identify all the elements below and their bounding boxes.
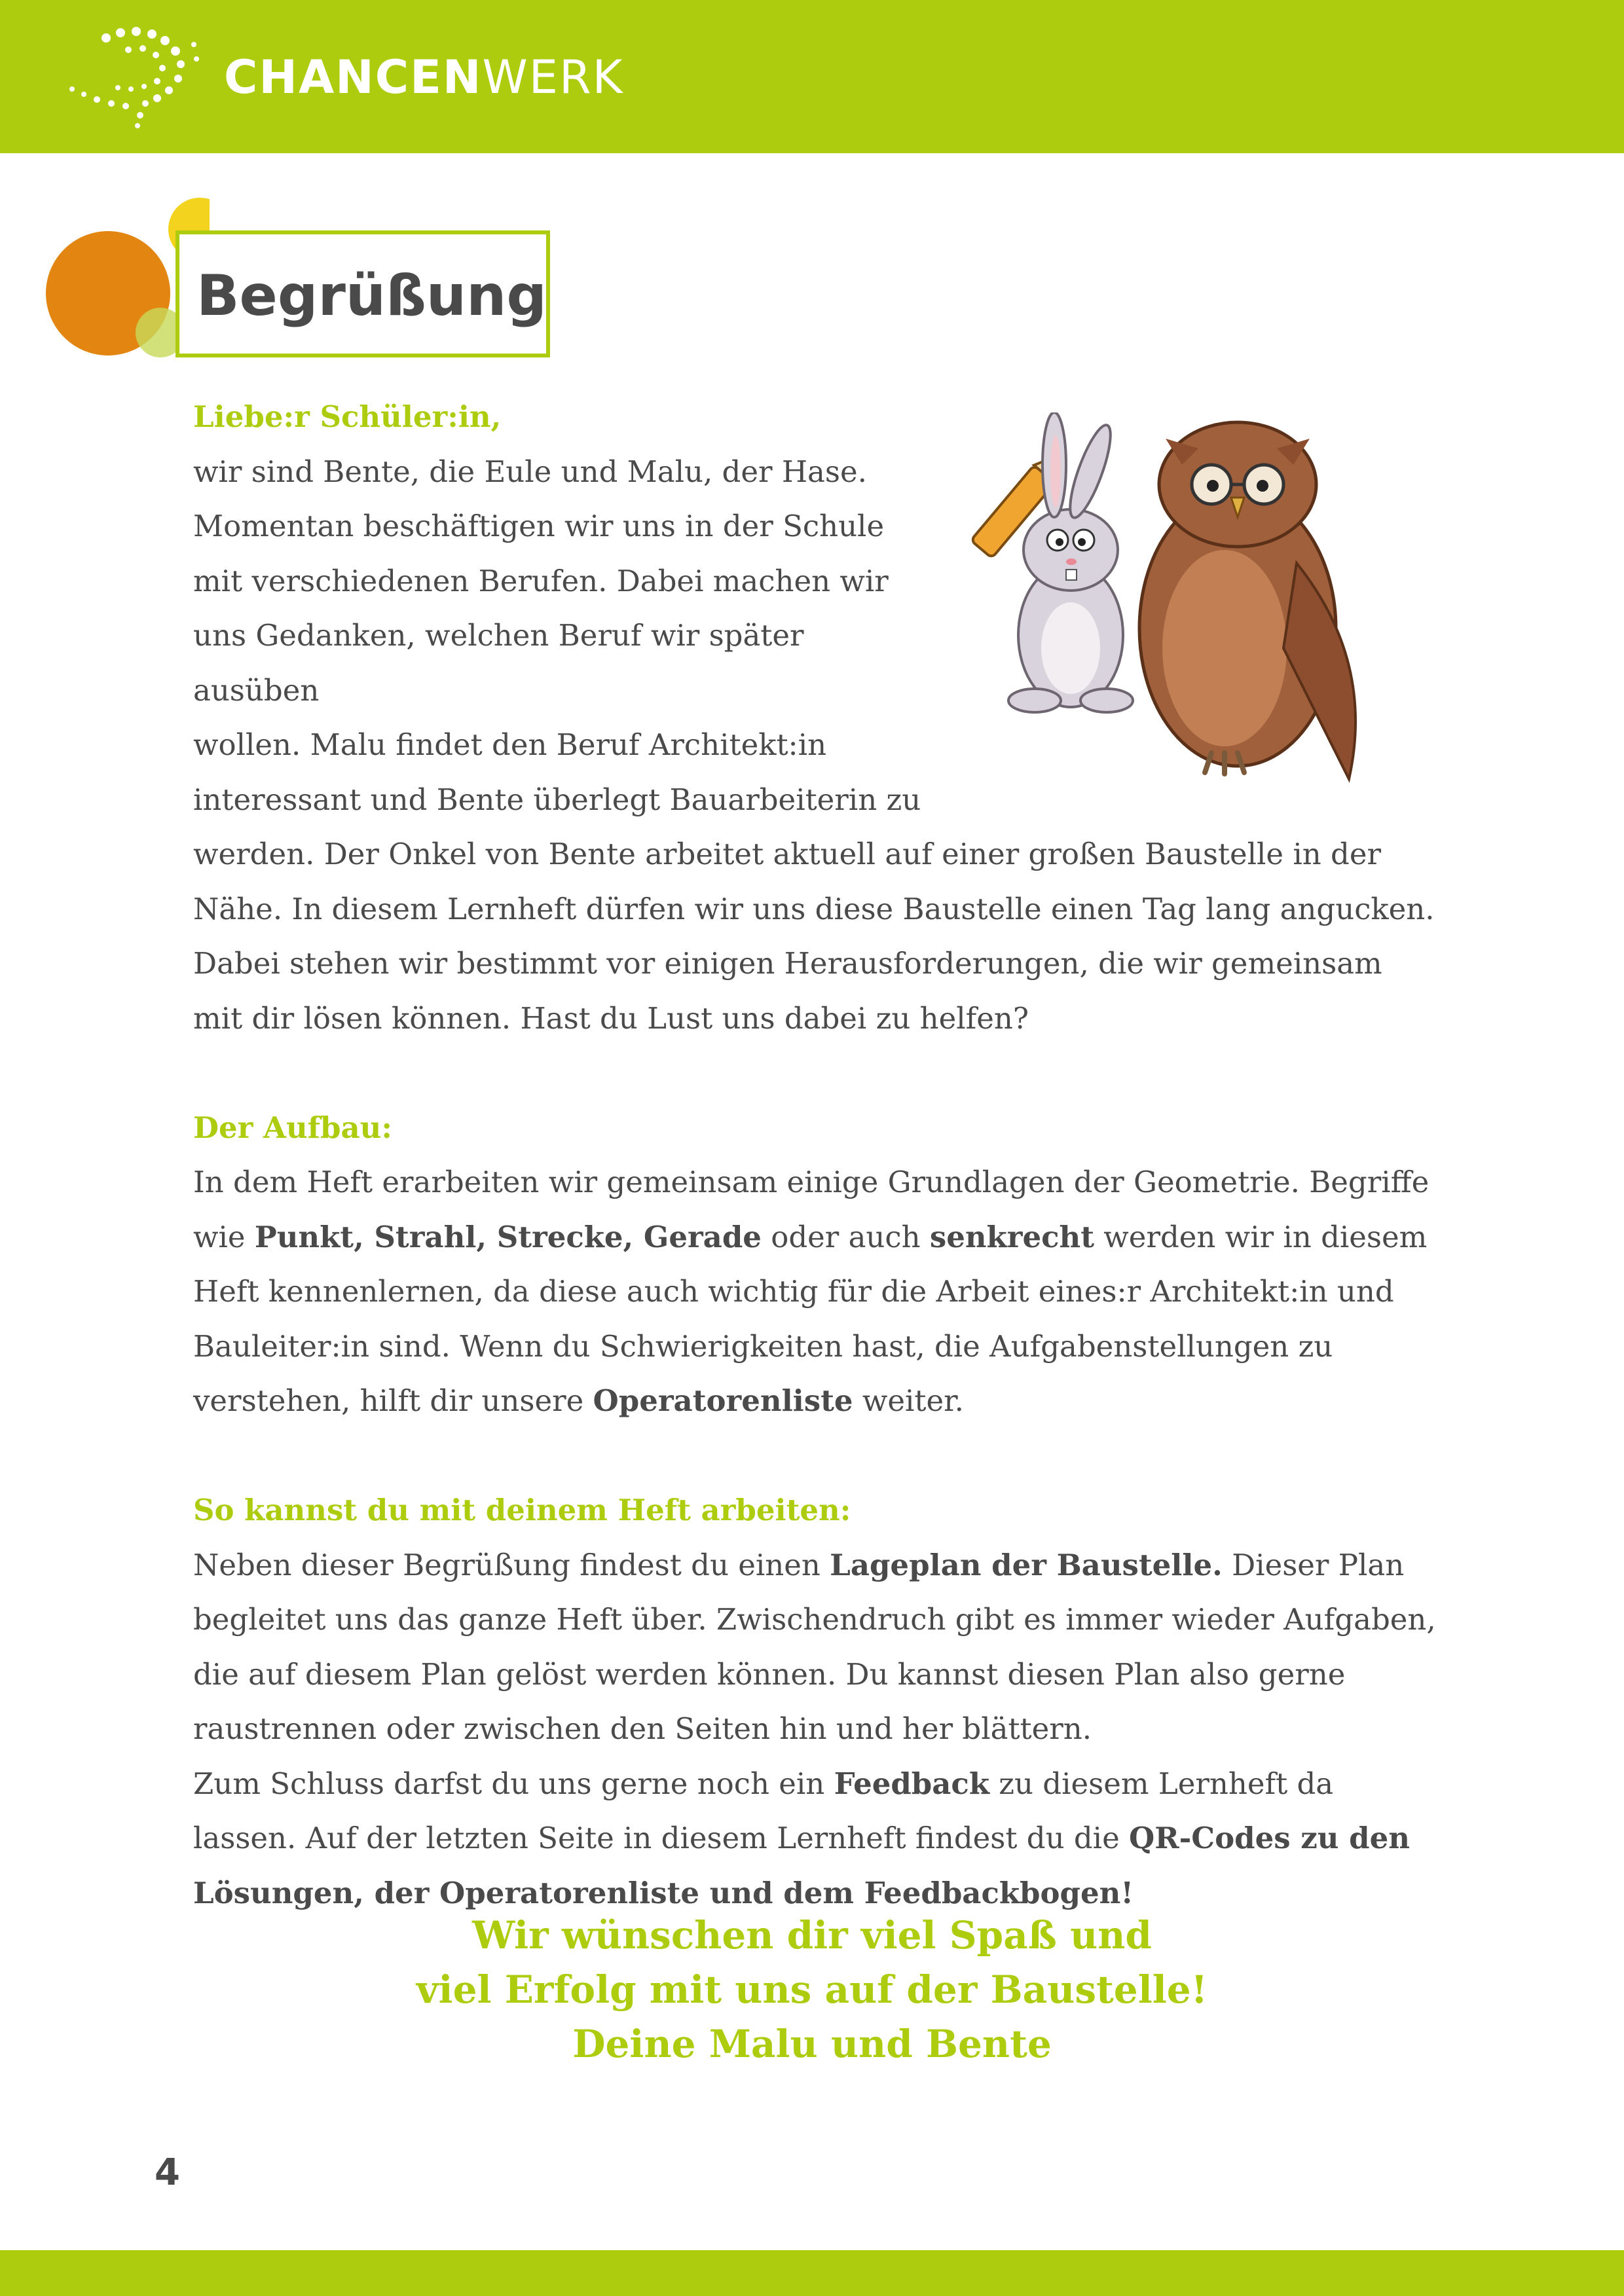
title-box	[175, 230, 550, 357]
aufbau-text-3: werden wir in diesem Heft kennenlernen, da diese auch wichtig für die Arbeit eines:r Architekt:in und Bauleiter:in sind. Wenn du Schwierigkeiten hast, die Aufgabenstellungen zu verstehen, hilft dir unsere	[193, 1219, 1428, 1418]
closing-line-1: Wir wünschen dir viel Spaß und	[472, 1913, 1152, 1958]
main-content	[193, 390, 1437, 1920]
intro-line-2: Momentan beschäftigen wir uns in der Schule	[193, 509, 885, 543]
arbeiten-bold-qr-codes: QR-Codes zu den Lösungen, der Operatorenliste und dem Feedbackbogen!	[193, 1821, 1410, 1910]
intro-line-4: uns Gedanken, welchen Beruf wir später ausüben	[193, 618, 804, 708]
intro-narrow-block	[193, 445, 927, 828]
arbeiten-text-1: Neben dieser Begrüßung findest du einen	[193, 1547, 830, 1582]
aufbau-bold-operatorenliste: Operatorenliste	[593, 1383, 853, 1418]
arbeiten-text-4: zu diesem Lernheft da lassen. Auf der letzten Seite in diesem Lernheft findest du die	[193, 1766, 1334, 1855]
aufbau-heading: Der Aufbau:	[193, 1110, 392, 1145]
aufbau-paragraph	[193, 1155, 1437, 1429]
arbeiten-paragraph-1	[193, 1538, 1437, 1757]
intro-line-6: interessant und Bente überlegt Bauarbeiterin zu	[193, 782, 921, 817]
aufbau-text-2: oder auch	[761, 1219, 930, 1254]
intro-rest: werden. Der Onkel von Bente arbeitet aktuell auf einer großen Baustelle in der Nähe. In diesem Lernheft dürfen wir uns diese Baustelle einen Tag lang angucken. Dabei stehen wir bestimmt vor einigen Herausforderungen, die wir gemeinsam mit dir lösen können. Hast du Lust uns dabei zu helfen?	[193, 837, 1435, 1036]
aufbau-bold-senkrecht: senkrecht	[929, 1219, 1094, 1254]
chancenwerk-logo-icon	[65, 26, 203, 131]
aufbau-text-1: In dem Heft erarbeiten wir gemeinsam einige Grundlagen der Geometrie. Begriffe wie	[193, 1165, 1430, 1254]
page-title: Begrüßung	[196, 263, 547, 329]
arbeiten-bold-lageplan: Lageplan der Baustelle.	[830, 1547, 1223, 1582]
arbeiten-heading: So kannst du mit deinem Heft arbeiten:	[193, 1493, 851, 1527]
brand-bold: CHANCEN	[224, 50, 483, 104]
closing-line-2: viel Erfolg mit uns auf der Baustelle!	[416, 1967, 1208, 2012]
footer-bar	[0, 2250, 1624, 2296]
aufbau-text-4: weiter.	[853, 1383, 964, 1418]
aufbau-bold-terms: Punkt, Strahl, Strecke, Gerade	[254, 1219, 762, 1254]
intro-line-1: wir sind Bente, die Eule und Malu, der Hase.	[193, 454, 867, 489]
page-number: 4	[155, 2151, 180, 2194]
brand-light: WERK	[482, 50, 624, 104]
arbeiten-text-2: Dieser Plan begleitet uns das ganze Heft über. Zwischendruch gibt es immer wieder Aufgaben, die auf diesem Plan gelöst werden können. Du kannst diesen Plan also gerne raustrennen oder zwischen den Seiten hin und her blättern.	[193, 1547, 1436, 1746]
brand-name	[224, 45, 623, 110]
closing-message	[0, 1908, 1624, 2071]
intro-line-5: wollen. Malu findet den Beruf Architekt:in	[193, 727, 827, 762]
closing-line-3: Deine Malu und Bente	[572, 2022, 1052, 2066]
greeting-salutation: Liebe:r Schüler:in,	[193, 399, 502, 434]
spacer	[193, 1429, 1437, 1484]
spacer	[193, 1046, 1437, 1101]
arbeiten-text-3: Zum Schluss darfst du uns gerne noch ein	[193, 1766, 834, 1801]
arbeiten-bold-feedback: Feedback	[834, 1766, 989, 1801]
intro-line-3: mit verschiedenen Berufen. Dabei machen wir	[193, 563, 889, 598]
header-bar	[0, 0, 1624, 153]
arbeiten-paragraph-2	[193, 1757, 1437, 1921]
